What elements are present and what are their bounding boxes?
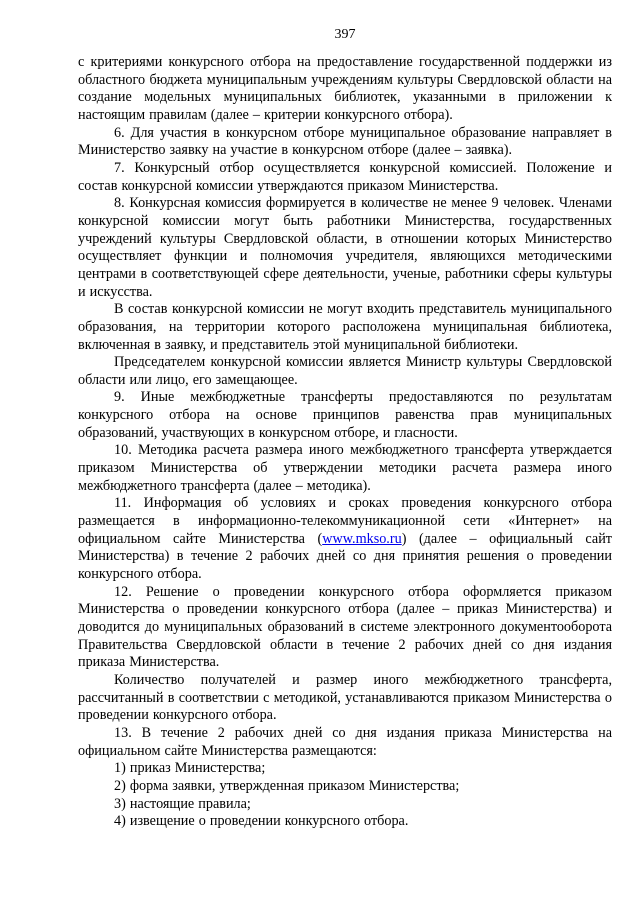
list-item-1: 1) приказ Министерства; (114, 760, 266, 777)
paragraph-item-6: 6. Для участия в конкурсном отборе муниципальное образование направляет в Министерство заявку на участие в конкурсном отборе (далее – заявка). (78, 124, 612, 159)
list-item-3: 3) настоящие правила; (114, 795, 251, 812)
paragraph-item-7: 7. Конкурсный отбор осуществляется конкурсной комиссией. Положение и состав конкурсной комиссии утверждаются приказом Министерства. (78, 159, 612, 194)
paragraph-item-8: 8. Конкурсная комиссия формируется в количестве не менее 9 человек. Членами конкурсной комиссии могут быть работники Министерства, государственных учреждений культуры Свердловской области, в отношении которых Министерство осуществляет функции и полномочия учредителя, являющихся методическими центрами в соответствующей сфере деятельности, ученые, работники сферы культуры и искусства. (78, 195, 612, 300)
paragraph-item-11-before-link: 11. Информация об условиях и сроках проведения конкурсного отбора размещается в информационно-телекоммуникационной сети «Интернет» на официальном сайте Министерства ( (78, 495, 612, 547)
paragraph-item-12: 12. Решение о проведении конкурсного отбора оформляется приказом Министерства о проведении конкурсного отбора (далее – приказ Министерства) и доводится до муниципальных образований в системе электронного документооборота Правительства Свердловской области в течение 2 рабочих дней со дня издания приказа Министерства. (78, 583, 612, 671)
page-number: 397 (334, 27, 356, 42)
paragraph-item-11-after-link: ) (далее – официальный сайт Министерства) в течение 2 рабочих дней со дня принятия решения о проведении конкурсного отбора. (78, 530, 612, 583)
paragraph-item-13: 13. В течение 2 рабочих дней со дня издания приказа Министерства на официальном сайте Министерства размещаются: (78, 724, 612, 759)
paragraph-commission-chair: Председателем конкурсной комиссии является Министр культуры Свердловской области или лицо, его замещающее. (78, 354, 612, 388)
paragraph-recipients-count: Количество получателей и размер иного межбюджетного трансферта, рассчитанный в соответствии с методикой, устанавливаются приказом Министерства о проведении конкурсного отбора. (78, 671, 612, 724)
list-item-2: 2) форма заявки, утвержденная приказом Министерства; (114, 777, 460, 794)
paragraph-item-9: 9. Иные межбюджетные трансферты предоставляются по результатам конкурсного отбора на основе принципов равенства прав муниципальных образований, участвующих в конкурсном отборе, и гласности. (78, 389, 612, 441)
paragraph-criteria-continuation: с критериями конкурсного отбора на предоставление государственной поддержки из областного бюджета муниципальным учреждениям культуры Свердловской области на создание модельных муниципальных библиотек, указанными в приложении к настоящим правилам (далее – критерии конкурсного отбора). (78, 54, 612, 123)
paragraph-item-11 (78, 495, 612, 583)
paragraph-item-10: 10. Методика расчета размера иного межбюджетного трансферта утверждается приказом Министерства об утверждении методики расчета размера иного межбюджетного трансферта (далее – методика). (78, 442, 612, 494)
document-body (78, 54, 612, 831)
paragraph-commission-restrictions: В состав конкурсной комиссии не могут входить представитель муниципального образования, на территории которого расположена муниципальная библиотека, включенная в заявку, и представитель этой муниципальной библиотеки. (78, 301, 612, 353)
list-item-4: 4) извещение о проведении конкурсного отбора. (114, 813, 409, 830)
ministry-site-link[interactable]: www.mkso.ru (322, 530, 402, 547)
